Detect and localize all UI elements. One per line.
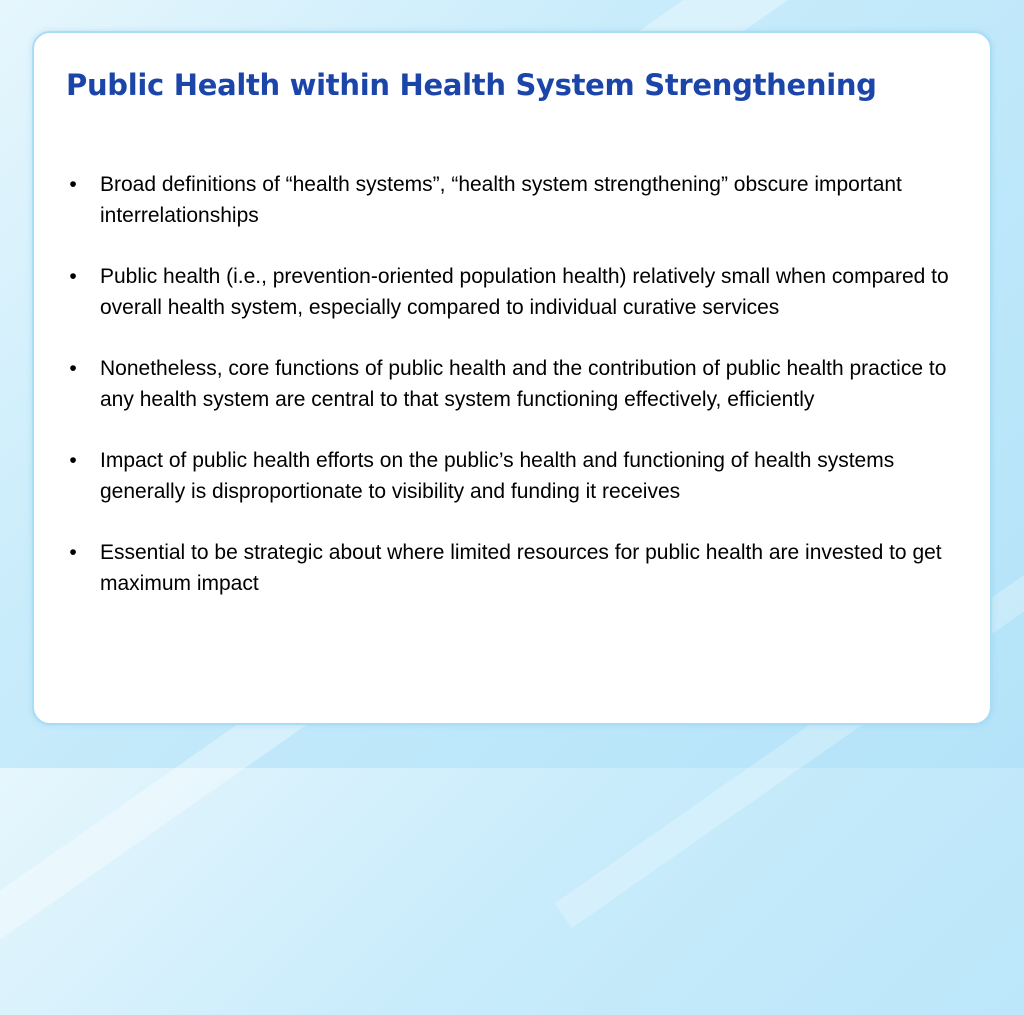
bullet-item <box>66 537 971 599</box>
bullet-marker: • <box>69 357 77 380</box>
bullet-marker: • <box>69 541 77 564</box>
bullet-text: Public health (i.e., prevention-oriented population health) relatively small when compared to overall health system, especially compared to individual curative services <box>100 265 949 319</box>
slide-panel <box>32 31 992 725</box>
bullet-item <box>66 169 971 231</box>
bullet-marker: • <box>69 265 77 288</box>
bullet-text: Nonetheless, core functions of public health and the contribution of public health practice to any health system are central to that system functioning effectively, efficiently <box>100 357 947 411</box>
bullet-item <box>66 445 971 507</box>
bullet-marker: • <box>69 449 77 472</box>
bullet-marker: • <box>69 173 77 196</box>
slide-title: Public Health within Health System Strengthening <box>66 68 877 102</box>
bullet-text: Impact of public health efforts on the public’s health and functioning of health systems generally is disproportionate to visibility and funding it receives <box>100 449 895 503</box>
bullet-list <box>66 169 971 629</box>
bullet-text: Broad definitions of “health systems”, “health system strengthening” obscure important interrelationships <box>100 173 902 227</box>
bullet-item <box>66 353 971 415</box>
bullet-text: Essential to be strategic about where limited resources for public health are invested to get maximum impact <box>100 541 942 595</box>
bullet-item <box>66 261 971 323</box>
